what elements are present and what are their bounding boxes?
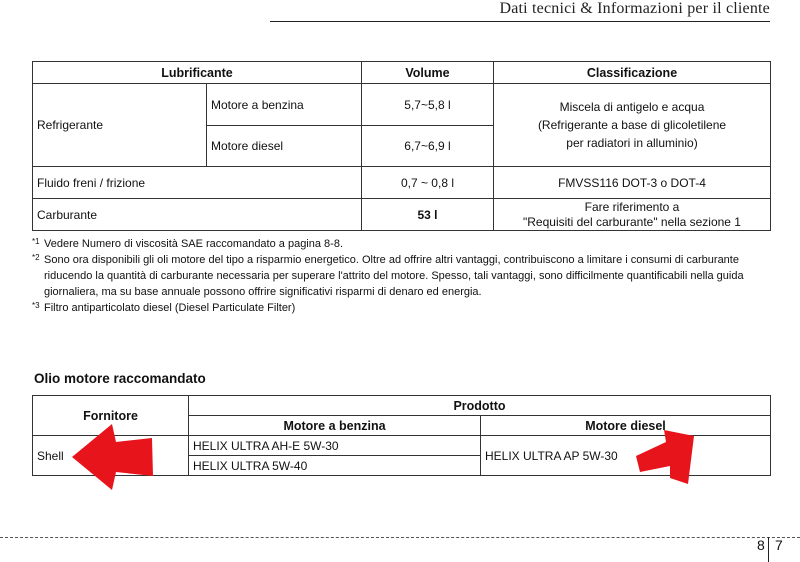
footnote-text: Filtro antiparticolato diesel (Diesel Particulate Filter) bbox=[44, 302, 296, 314]
header-lubrificante: Lubrificante bbox=[33, 62, 362, 84]
footnote-text: Vedere Numero di viscosità SAE raccomandato a pagina 8-8. bbox=[44, 238, 343, 250]
refrigerante-benzina-label: Motore a benzina bbox=[207, 84, 362, 126]
carburante-class-line: "Requisiti del carburante" nella sezione 1 bbox=[523, 214, 741, 229]
fluido-classification: FMVSS116 DOT-3 o DOT-4 bbox=[493, 167, 770, 199]
refrigerante-diesel-label: Motore diesel bbox=[207, 126, 362, 167]
fluido-volume: 0,7 ~ 0,8 l bbox=[361, 167, 493, 199]
header-diesel: Motore diesel bbox=[481, 416, 771, 436]
carburante-volume: 53 l bbox=[361, 199, 493, 231]
refrigerante-class-line: Miscela di antigelo e acqua bbox=[559, 100, 705, 114]
chapter-number: 8 bbox=[757, 537, 765, 553]
header-rule bbox=[270, 21, 770, 22]
footnote-mark: *1 bbox=[32, 237, 40, 246]
table-header-row bbox=[33, 62, 771, 84]
footnote bbox=[32, 252, 777, 300]
left-arrow-icon bbox=[72, 424, 154, 490]
table-row bbox=[33, 84, 771, 126]
carburante-class-line: Fare riferimento a bbox=[584, 199, 680, 214]
carburante-label: Carburante bbox=[33, 199, 362, 231]
benzina-product: HELIX ULTRA 5W-40 bbox=[189, 456, 481, 476]
right-arrow-icon bbox=[636, 430, 696, 490]
refrigerante-benzina-volume: 5,7~5,8 l bbox=[361, 84, 493, 126]
header-fornitore: Fornitore bbox=[33, 396, 189, 436]
footnote bbox=[32, 236, 777, 252]
footnote bbox=[32, 300, 777, 316]
footnotes bbox=[32, 236, 777, 316]
carburante-classification bbox=[493, 199, 770, 231]
table-row bbox=[33, 167, 771, 199]
footnote-mark: *3 bbox=[32, 301, 40, 310]
footnote-mark: *2 bbox=[32, 253, 40, 262]
lubricants-table bbox=[32, 61, 771, 231]
fluido-label: Fluido freni / frizione bbox=[33, 167, 362, 199]
refrigerante-classification bbox=[493, 84, 770, 167]
table-header-row bbox=[33, 396, 771, 416]
refrigerante-class-line: per radiatori in alluminio) bbox=[566, 136, 698, 150]
header-prodotto: Prodotto bbox=[189, 396, 771, 416]
footnote-text: Sono ora disponibili gli oli motore del tipo a risparmio energetico. Oltre ad offrire altri vantaggi, contribuiscono a limitare i consumi di carburante riducendo la quantità di carburante necessaria per superare l'attrito del motore. Spesso, tali vantaggi, sono difficilmente quantificabili nella guida giornaliera, ma su base annuale possono offrire significativi risparmi di denaro ed energia. bbox=[44, 254, 744, 298]
diesel-product: HELIX ULTRA AP 5W-30 bbox=[481, 436, 771, 476]
benzina-product: HELIX ULTRA AH-E 5W-30 bbox=[189, 436, 481, 456]
supplier-name: Shell bbox=[33, 436, 189, 476]
footer-rule bbox=[0, 537, 800, 538]
right-arrow-shape bbox=[636, 430, 694, 484]
refrigerante-diesel-volume: 6,7~6,9 l bbox=[361, 126, 493, 167]
header-benzina: Motore a benzina bbox=[189, 416, 481, 436]
header-classificazione: Classificazione bbox=[493, 62, 770, 84]
refrigerante-class-line: (Refrigerante a base di glicoletilene bbox=[537, 118, 727, 132]
page-number-separator bbox=[768, 537, 769, 562]
page-number: 7 bbox=[775, 537, 783, 553]
left-arrow-shape bbox=[72, 424, 153, 490]
refrigerante-label: Refrigerante bbox=[33, 84, 207, 167]
header-volume: Volume bbox=[361, 62, 493, 84]
table-row bbox=[33, 199, 771, 231]
oil-section-title: Olio motore raccomandato bbox=[34, 371, 206, 386]
page-header-title: Dati tecnici & Informazioni per il cliente bbox=[499, 0, 770, 17]
